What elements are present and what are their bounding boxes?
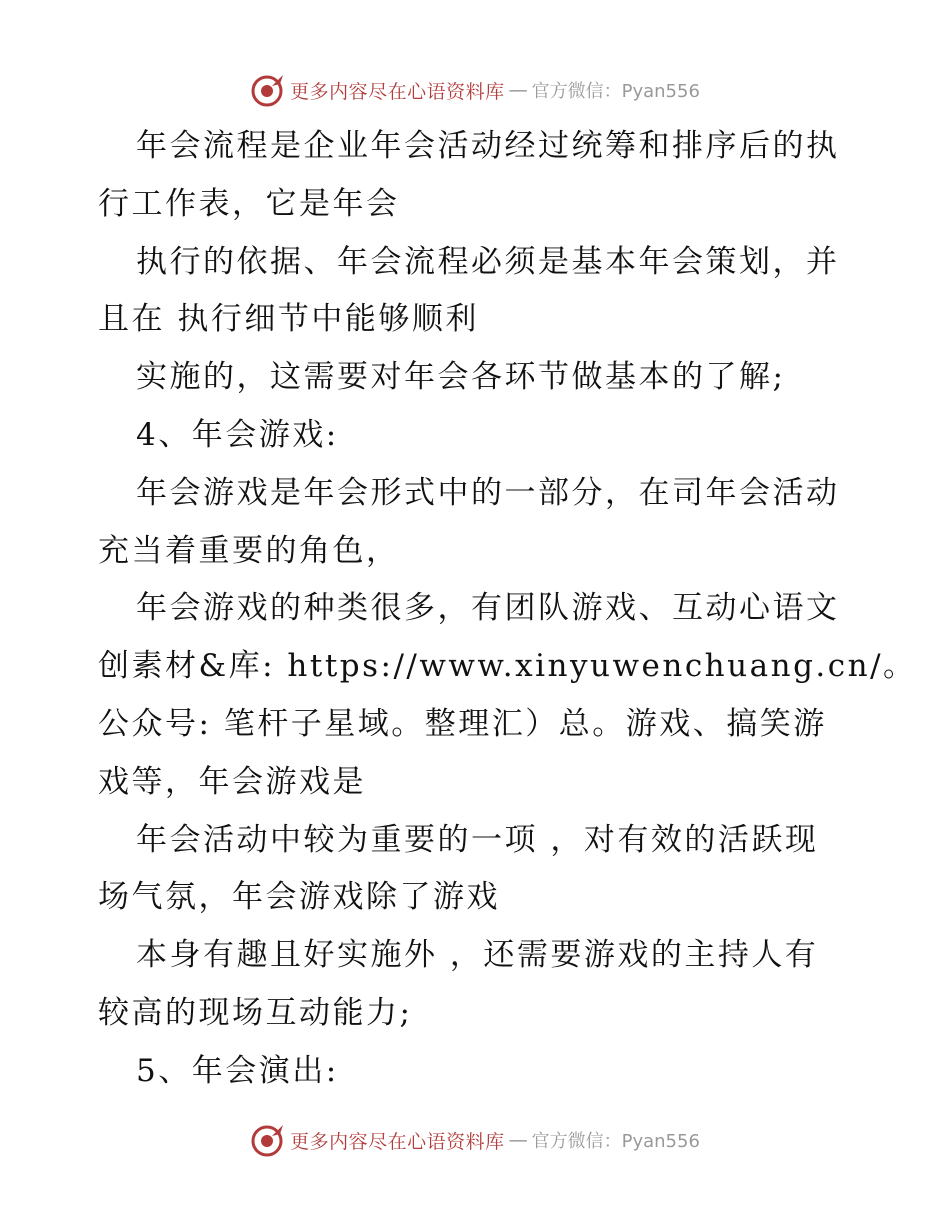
section-heading: 5、年会演出: <box>136 1052 339 1089</box>
header-wechat-text: 官方微信：Pyan556 <box>531 81 700 102</box>
body-line: 公众号: 笔杆子星域。整理汇）总。游戏、搞笑游 <box>98 705 827 742</box>
body-line: 年会流程是企业年会活动经过统筹和排序后的执 <box>136 128 840 164</box>
header-brand-text: 更多内容尽在心语资料库 <box>290 80 505 103</box>
footer-banner <box>0 1120 950 1160</box>
body-line: 行工作表，它是年会 <box>98 185 400 222</box>
footer-brand-text: 更多内容尽在心语资料库 <box>290 1130 505 1153</box>
body-line: 本身有趣且好实施外 ，还需要游戏的主持人有 <box>136 937 819 974</box>
header-separator: — <box>508 79 528 101</box>
body-line: 较高的现场互动能力; <box>98 994 413 1031</box>
footer-wechat-text: 官方微信：Pyan556 <box>531 1131 700 1152</box>
body-line: 创素材&库: https://www.xinyuwenchuang.cn/。 <box>98 648 917 685</box>
brand-logo-icon <box>250 1122 286 1158</box>
body-line: 充当着重要的角色， <box>98 532 400 569</box>
body-line: 年会游戏是年会形式中的一部分，在司年会活动 <box>136 474 840 511</box>
body-line: 场气氛，年会游戏除了游戏 <box>98 879 500 916</box>
body-line: 年会游戏的种类很多，有团队游戏、互动心语文 <box>136 590 840 627</box>
document-body <box>98 118 917 1101</box>
brand-logo-icon <box>250 72 286 108</box>
body-line: 戏等，年会游戏是 <box>98 763 366 800</box>
section-heading: 4、年会游戏: <box>136 416 339 453</box>
body-line: 且在 执行细节中能够顺利 <box>98 301 479 338</box>
body-line: 年会活动中较为重要的一项 ，对有效的活跃现 <box>136 821 819 858</box>
header-banner <box>0 70 950 110</box>
body-line: 实施的，这需要对年会各环节做基本的了解; <box>136 359 786 396</box>
body-line: 执行的依据、年会流程必须是基本年会策划，并 <box>136 243 840 280</box>
footer-separator: — <box>508 1129 528 1151</box>
